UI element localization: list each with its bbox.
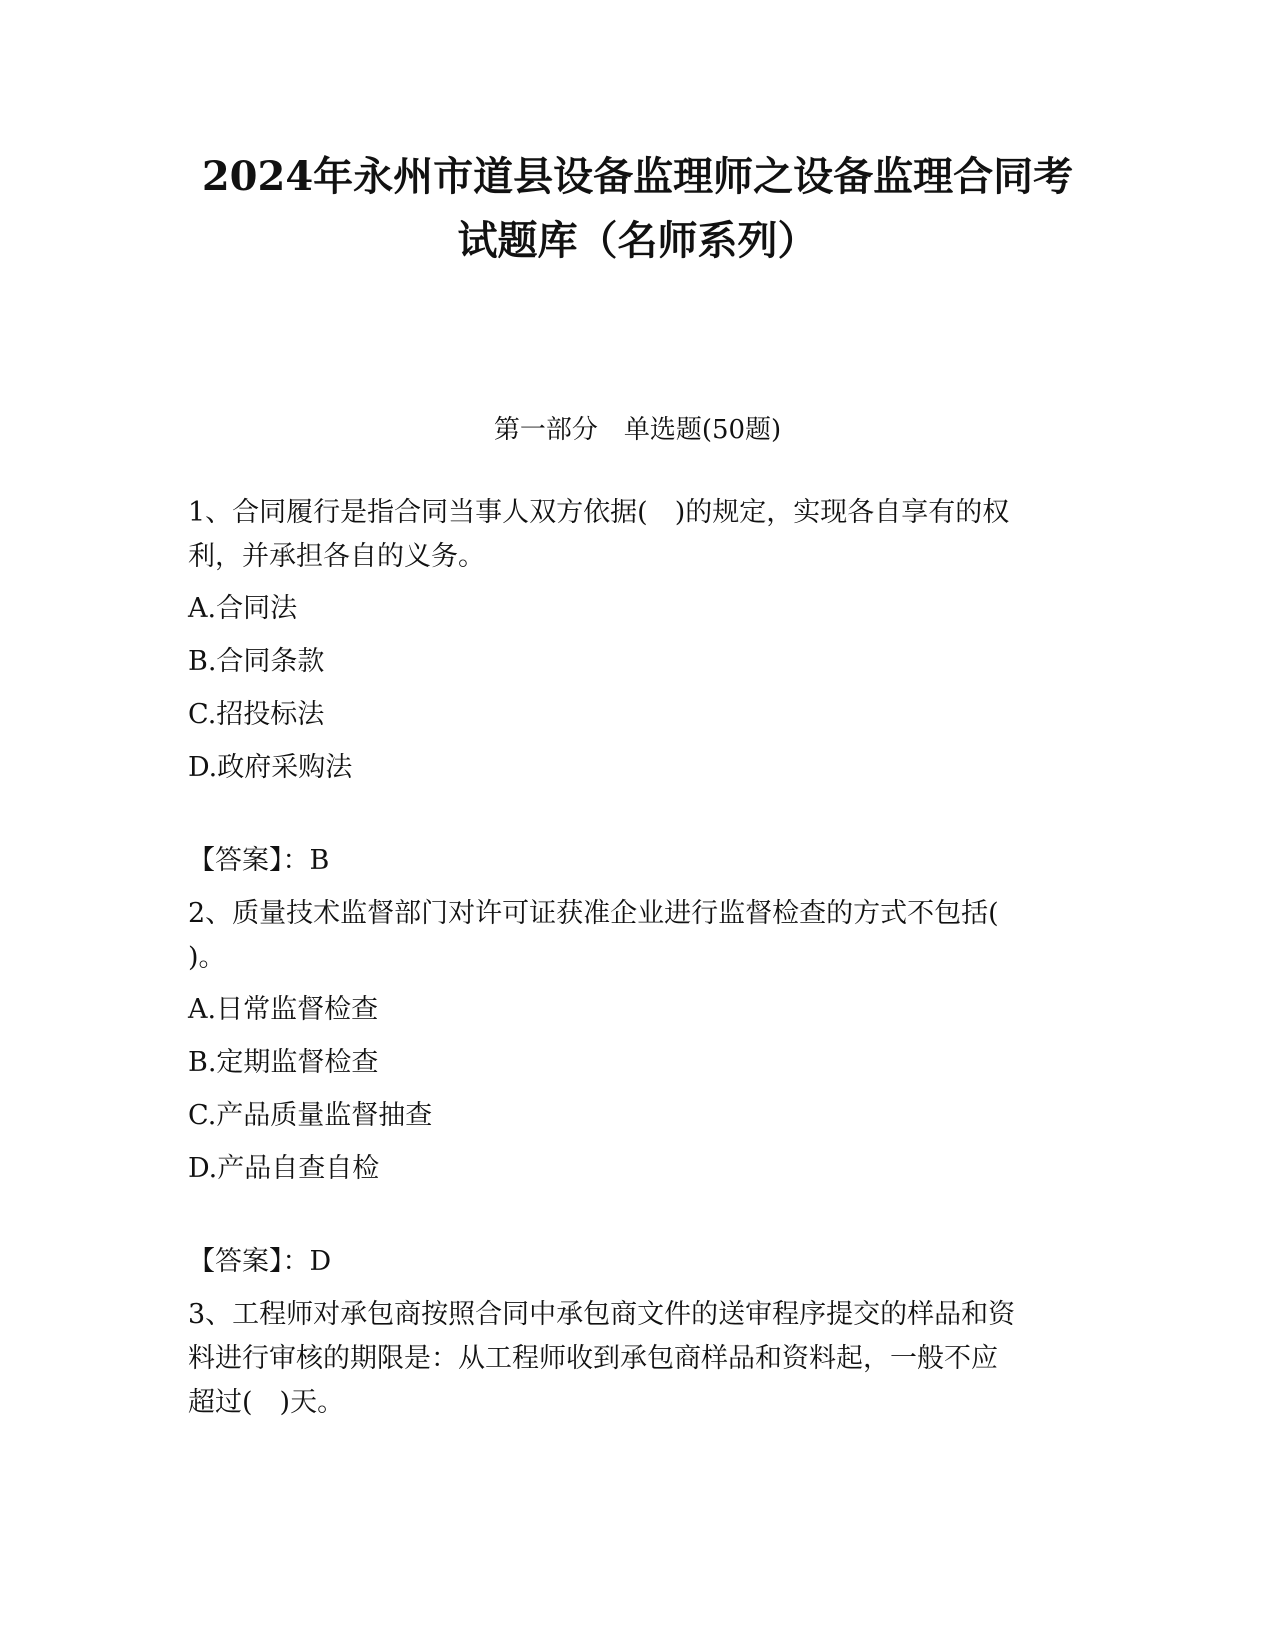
question-3-line-3: 超过( )天。 [188,1387,345,1418]
question-1-line-2: 利，并承担各自的义务。 [188,541,485,572]
section-heading: 第一部分 单选题(50题) [493,415,782,445]
question-1-option-d: D.政府采购法 [188,752,353,783]
question-1-answer: 【答案】：B [188,845,330,876]
question-2-answer: 【答案】：D [188,1246,332,1277]
question-1-option-b: B.合同条款 [188,646,325,677]
document-title-line-1: 2024年永州市道县设备监理师之设备监理合同考 [201,153,1074,200]
question-1-option-a: A.合同法 [188,593,298,624]
question-2-line-2: )。 [188,942,226,973]
question-2-line-1: 2、质量技术监督部门对许可证获准企业进行监督检查的方式不包括( [188,898,999,929]
question-1-line-1: 1、合同履行是指合同当事人双方依据( )的规定，实现各自享有的权 [188,497,1010,528]
question-2-option-b: B.定期监督检查 [188,1047,379,1078]
question-2-option-c: C.产品质量监督抽查 [188,1100,433,1131]
question-1-option-c: C.招投标法 [188,699,325,730]
document-title-line-2: 试题库（名师系列） [457,217,818,264]
question-2-option-a: A.日常监督检查 [188,994,379,1025]
question-3-line-1: 3、工程师对承包商按照合同中承包商文件的送审程序提交的样品和资 [188,1299,1016,1330]
question-3-line-2: 料进行审核的期限是：从工程师收到承包商样品和资料起，一般不应 [188,1343,998,1374]
question-2-option-d: D.产品自查自检 [188,1153,380,1184]
